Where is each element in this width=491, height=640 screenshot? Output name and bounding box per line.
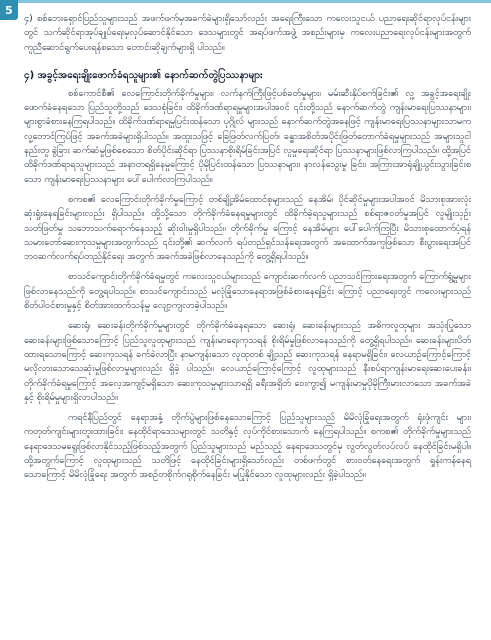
body-paragraph-1: စစ်ကောင်စီ၏ လေကြောင်းတိုက်ခိုက်မှုများ၊ လက်နက်ကြီးဖြင့်ပစ်ခတ်မှုများ၊ မမ်းဆီးနှိပ်စက်ခြင်း၏ လူ့ အခွင့်အရေးချိုးဖောက်ခံနေရသော ပြည်သူတို့သည် ဒေသစုံခြင်း၊ ထိခိုက်ဒဏ်ရာရမှုများအပါအဝင် ၎င်းတို့သည် နောက်ဆက်တွဲ ကျန်းမာရေးပြဿနာများ၊ များစွာခံစားနေကြရပါသည်။ ထိခိုက်ဒဏ်ရာရမှုပြင်းထန်သော ပုဂ္ဂိုလ် များသည် နောက်ဆက်တွဲအနေဖြင့် ကျန်းမာရေးပြဿနာများသာမက လူ့ဘောင်ကြပ်ဖြင့် အခက်အခဲများရှိပါသည်။ အထူးသဖြင့် ခြေဖြတ်လက်ပြတ်၊ ခန္ဓာအစိတ်အပိုင်းဖြတ်တောက်ခံရမှုများသည် အများသူငါနည်းတူ ခွဲခြား ဆက်ဆံမှုဖြစ်စေသော စိတ်ပိုင်းဆိုင်ရာ ပြဿနာစိုးရိမ်ခြင်းအပြင် လူမှုရေးဆိုင်ရာ ပြဿနာများဖြစ်လာကြပါသည်။ ထို့အပြင် ထိခိုက်ဒဏ်ရာရသူများသည် အနာတရရှိနေမှုကြောင့် ပိုမိုပြင်းထန်သော ပြဿနာများ၊ နာလန်သွေးမှု ခြင်း၊ အကြားအာရုံချို့ယွင်းသွားခြင်းစသော ကျန်းမာရေးပြဿနာများ ပေါ်ပေါက်လာကြပါသည်။ — [24, 87, 471, 185]
section-heading: ၄) အခွင့်အရေးချိုးဖောက်ခံရသူများ၏ နောက်ဆက်တွဲပြဿနာများ — [24, 69, 263, 81]
document-body — [24, 12, 471, 636]
body-paragraph-4: ဆေးရုံ၊ ဆေးခန်းတိုက်ခိုက်မှုများတွင် တိုက်ခိုက်ခံနေရသော ဆေးရုံ၊ ဆေးခန်းများသည် အဓိကလူထုများ အသုံးပြုသော ဆေးခန်းများဖြစ်သောကြောင့် ပြည်သူလူထုများသည် ကျန်းမာရေးကုသရန် စိုးရိမ်မှုဖြစ်လာနေသည်ကို တွေ့ရှိရပါသည်။ ဆေးခန်းများပိတ်ထားရသောကြောင့် ဆေးကုသရန် ခက်ခဲလာပြီး နာမကျန်းသော လူထုတစ် ချို့သည် ဆေးကုသရန် နေရာမရှိခြင်း၊ လေယာဉ်ကြောင့်ကြောင့် မလိုလားသောသေဆုံးမှုဖြစ်လာမှုများလည်း ရှိခဲ့ ပါသည်။ လေယာဉ်ကြောင့်ကြောင့် လူထုများသည် နီးစပ်ရာကျန်းမာရေးဆေးပေးခန်း၊ တိုက်ခိုက်ခံရမှုကြောင့် အလေ့အကျင့်မရှိသော ဆေးကုသမှုများသာရရှိ ခရီးအရှိတ် ဝေးကွာ၍ မကျန်းမာမှုပိုမိုကြီးမားလာသော အခက်အခဲနှင့် စိုးရိမ်မှုများရှိလာပါသည်။ — [24, 320, 471, 403]
body-paragraph-5: ကရင်နီပြည်တွင် နေရာအနှံ့ တိုက်ပွဲများဖြစ်နေသောကြောင့် ပြည်သူများသည် မိမိလုံခြုံရေးအတွက် ရုံးဖုံကျင်း များ၊ ကတုတ်ကျင်းများတူးထားခြင်း၊ နေထိုင်ရာဒေသများတွင် သတိနှင့် လုပ်ကိုင်စားသောက် နေကြရပါသည်။ စကစ၏ တိုက်ခိုက်မှုများသည် နေရာဒေသမရွေးဖြစ်လာနိုင်သည့်ဖြစ်သည့်အတွက် ပြည်သူများသည် မည်သည့် နေရာဒေသတွင်မှ လွတ်လွတ်လပ်လပ် နေထိုင်ခြင်းမရှိပါ။ ထို့အတွက်ကြောင့် လူထုများသည် သတိဖြင့် နေထိုင်ခြင်းများရှိသော်လည်း တစ်ဖက်တွင် စားဝတ်နေရေးအတွက် ရှုန်းကန်နေရသောကြောင့် မိမိလုံခြုံရေး အတွက် အစဉ်တစိုက်ဂရုစိုက်နေခြင်း မပြုနိုင်သော လူထုများလည်း ရှိခဲ့ပါသည်။ — [24, 412, 471, 481]
body-paragraph-2: စကစ၏ လေကြောင်းတိုက်ခိုက်မှုကြောင့် တစ်ချို့အိမ်ထောင်စုများသည် နေအိမ်၊ ပိုင်ဆိုင်မှုများအပါအဝင် မိသားစုအားလုံးဆုံးရှုံးနေရခြင်းများလည်း ရှိပါသည်။ ထို့သို့သော တိုက်ခိုက်ခံနေရမှုများတွင် ထိခိုက်ခဲ့ရသူများသည် စစ်ရာဇဝတ်မှုအပြင် လူမျိုးသုဉ်းသတ်ဖြတ်မှု သဘောသက်ရောက်နေသည့် ဆိုးဝါးမှုရှိပါသည်။ တိုက်ခိုက်မှု ကြောင့် နေအိမ်များ ပေါ်ပေါက်ကြပြီး မိသားစုထောက်ပံ့ရန် သမားတော်ဆေးကုသမှုများအတွက်သည် ၎င်းတို့၏ ဆက်လက် ရပ်တည်ရှင်သန်ရေးအတွက် အထောက်အကူဖြစ်သော စီးပွားရေးအပြင် ဘဝဆက်လက်ရပ်တည်နိုင်ရေး အတွက် အခက်အခဲဖြစ်လာနေသည်ကို တွေ့ရှိရပါသည်။ — [24, 193, 471, 263]
header-rule — [18, 0, 491, 3]
body-paragraph-3: စာသင်ကျောင်းတိုက်ခိုက်ခံရမှုတွင် ကလေးသူငယ်များသည် ကျောင်းဆက်လက် ပညာသင်ကြားရေးအတွက် ကြောက်ရွံ့မှုများ ဖြစ်လာနေသည်ကို တွေ့ရပါသည်။ စာသင်ကျောင်းသည် မလုံခြုံသောနေရာအဖြစ်ခံစားနေရခြင်း ကြောင့် ပညာရေးတွင် ကလေးများသည် စိတ်ပါဝင်စားမှုနှင့် စိတ်အားထက်သန်မှု လျော့ကျလာခဲ့ပါသည်။ — [24, 271, 471, 312]
page-number: 5 — [5, 3, 13, 17]
intro-paragraph: ၄) စစ်ဘေးရှောင်ပြည်သူများသည် အဖက်ဖက်မှအခက်ခဲများရှိသော်လည်း အရေးကြီးသော ကလေးသူငယ် ပညာရေးဆိုင်ရာလုပ်ငန်းများတွင် သက်ဆိုင်ရာအုပ်ချုပ်ရေးမှလုပ်ဆောင်နိုင်သော ဒေသများတွင် အရပ်ဖက်အဖွဲ့ အစည်းများမှ ကလေးပညာရေးလုပ်ငန်းများအတွက် ကူညီဆောင်ရွက်ပေးရန်စသော တောင်းဆိုချက်များရှိ ပါသည်။ — [24, 13, 471, 53]
page-number-tab — [0, 0, 18, 20]
